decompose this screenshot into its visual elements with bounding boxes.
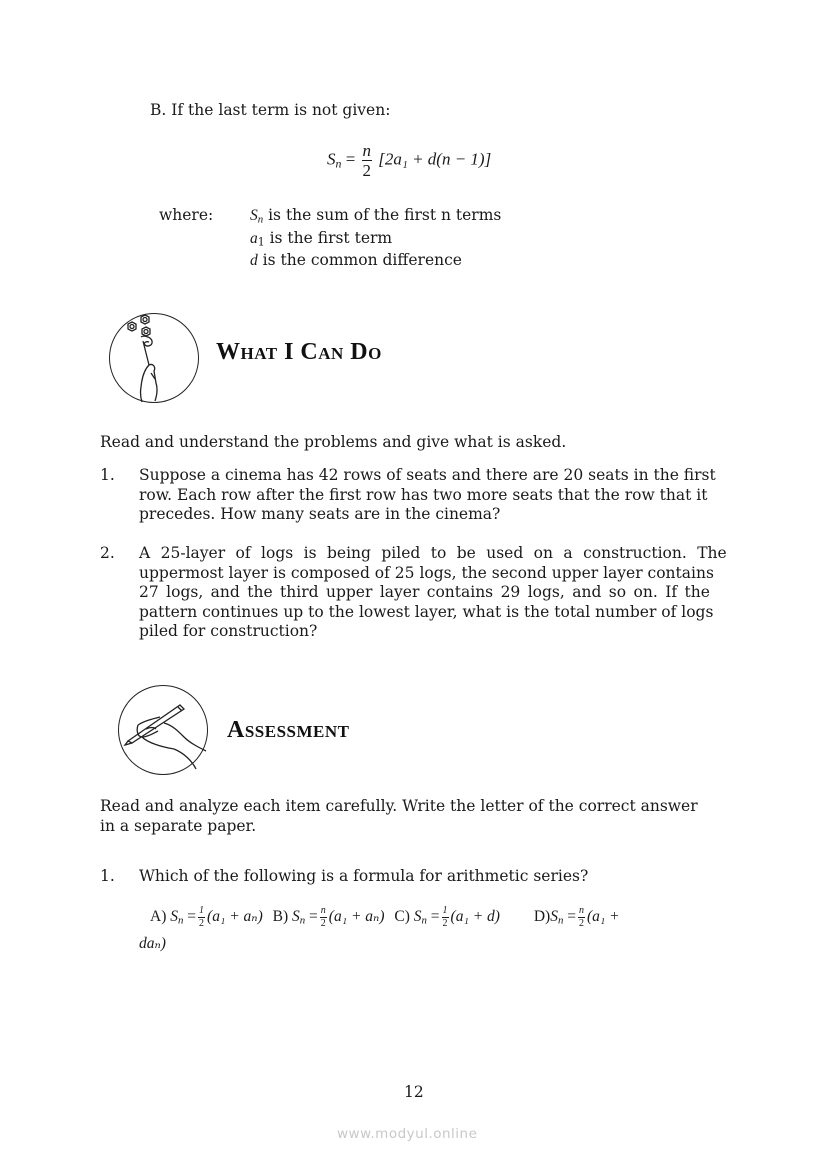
problem-number: 1. <box>100 466 115 484</box>
choice-letter: A) <box>150 908 167 926</box>
choice-frac-num: 1 <box>199 905 205 916</box>
definition-symbol: S <box>250 207 258 224</box>
choice-frac-den: 2 <box>320 918 326 929</box>
choice-frac-den: 2 <box>578 918 584 929</box>
choice-expr: (a₁ + aₙ) <box>328 908 385 926</box>
formula-fraction-den: 2 <box>362 161 372 180</box>
answer-choices <box>150 906 620 929</box>
problem-line: Suppose a cinema has 42 rows of seats and there are 20 seats in the first <box>139 466 716 484</box>
problem-line: 27 logs, and the third upper layer contains 29 logs, and so on. If the <box>139 583 710 601</box>
choice-letter: C) <box>394 908 410 926</box>
definition-item <box>250 251 501 274</box>
problem-line: A 25-layer of logs is being piled to be used on a construction. The <box>139 544 727 562</box>
choice-expr: (a₁ + aₙ) <box>207 908 263 926</box>
choice-d-wrap: daₙ) <box>139 935 166 952</box>
choice-letter: D) <box>533 908 551 926</box>
definition-symbol-sub: n <box>257 213 264 226</box>
choice-b[interactable]: B) $S_n$ = $\frac{n}{2}$ (a₁ + aₙ) <box>272 905 385 929</box>
section-b-heading <box>150 101 390 121</box>
assessment-title: Assessment <box>227 717 350 743</box>
problem-line: row. Each row after the first row has two more seats that the row that it <box>139 485 708 504</box>
definition-symbol: a <box>250 229 258 247</box>
definition-symbol: d <box>250 252 258 269</box>
website-link[interactable]: www.modyul.online <box>337 1126 478 1142</box>
formula-fraction <box>362 142 373 179</box>
problem-line: precedes. How many seats are in the cinema? <box>139 505 501 523</box>
choice-a[interactable]: A) $S_n$ = $\frac{1}{2}$ (a₁ + aₙ) <box>150 905 263 929</box>
formula-lhs-sub: n <box>335 156 342 171</box>
formula-lhs: S <box>327 149 336 169</box>
choice-frac-num: 1 <box>442 905 448 916</box>
formula-fraction-num: n <box>362 141 372 160</box>
definition-list <box>250 206 501 274</box>
definition-text: is the sum of the first n terms <box>263 206 502 224</box>
page-number: 12 <box>404 1083 424 1101</box>
question-number: 1. <box>100 867 115 885</box>
formula-equals: = <box>345 149 356 169</box>
choice-frac-den: 2 <box>199 918 205 929</box>
problem-line: piled for construction? <box>139 622 318 640</box>
formula-rhs: [2a₁ + d(n − 1)] <box>378 149 492 169</box>
choice-expr: (a₁ + <box>586 908 620 926</box>
choice-c[interactable]: C) $S_n$ = $\frac{1}{2}$ (a₁ + d) <box>394 905 500 929</box>
choice-letter: B) <box>272 908 289 926</box>
problem-line: uppermost layer is composed of 25 logs, the second upper layer contains <box>139 563 714 582</box>
hand-with-nuts-icon <box>109 313 199 403</box>
choice-frac-den: 2 <box>442 918 448 929</box>
choice-d[interactable]: $D)S_n$ = $\frac{n}{2}$ (a₁ + <box>533 905 620 929</box>
section-b-text: If the last term is not given: <box>171 101 391 119</box>
choice-frac-num: n <box>320 905 326 916</box>
choice-frac-num: n <box>578 905 584 916</box>
section-b-label: B. <box>150 101 167 119</box>
problem-number: 2. <box>100 544 115 562</box>
assessment-instruction <box>100 797 698 836</box>
instruction-line: Read and analyze each item carefully. Write the letter of the correct answer <box>100 797 698 815</box>
definition-text: is the first term <box>264 228 393 247</box>
what-i-can-do-title: What I Can Do <box>216 339 382 365</box>
definition-text: is the common difference <box>257 251 462 269</box>
definition-item <box>250 206 501 229</box>
definition-symbol-sub: 1 <box>257 235 265 249</box>
sum-formula <box>327 142 491 179</box>
where-label: where: <box>159 206 214 224</box>
what-i-can-do-instruction: Read and understand the problems and give what is asked. <box>100 433 567 451</box>
instruction-line: in a separate paper. <box>100 816 257 835</box>
choice-expr: (a₁ + d) <box>450 908 500 926</box>
question-text: Which of the following is a formula for arithmetic series? <box>139 867 589 885</box>
hand-writing-pencil-icon <box>118 685 208 775</box>
problem-line: pattern continues up to the lowest layer, what is the total number of logs <box>139 602 714 621</box>
definition-item <box>250 229 501 252</box>
